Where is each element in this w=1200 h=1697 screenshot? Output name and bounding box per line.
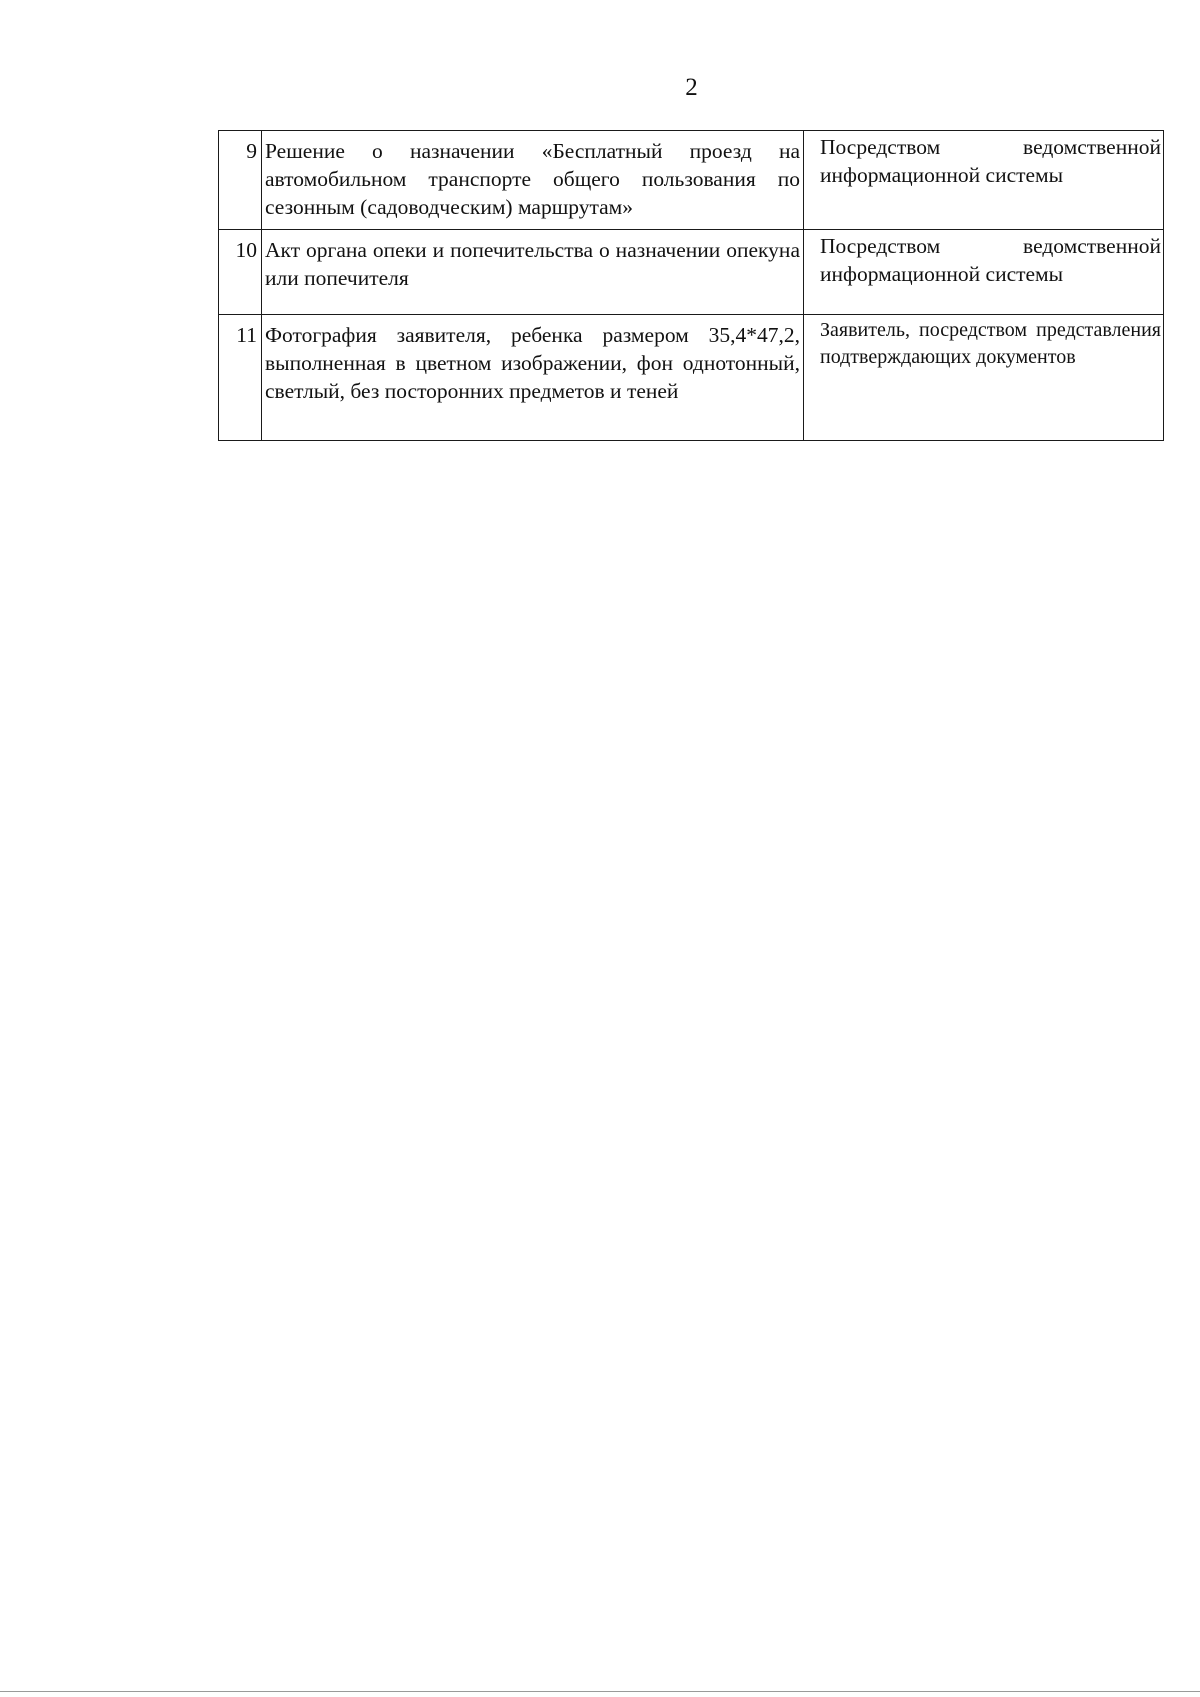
document-description: Решение о назначении «Бесплатный проезд на автомобильном транспорте общего пользования по сезонным (садоводческим) маршрутам» <box>262 131 804 230</box>
page-number: 2 <box>685 74 698 101</box>
documents-table <box>218 130 1164 441</box>
row-number: 11 <box>219 315 262 441</box>
row-number: 9 <box>219 131 262 230</box>
row-number: 10 <box>219 230 262 315</box>
document-source: Заявитель, посредством представления подтверждающих документов <box>804 315 1164 441</box>
document-description: Акт органа опеки и попечительства о назначении опекуна или попечителя <box>262 230 804 315</box>
document-source: Посредством ведомственной информационной системы <box>804 230 1164 315</box>
document-source: Посредством ведомственной информационной системы <box>804 131 1164 230</box>
table-row <box>219 131 1164 230</box>
table-row <box>219 230 1164 315</box>
scan-edge-line <box>0 1691 1200 1692</box>
document-description: Фотография заявителя, ребенка размером 35,4*47,2, выполненная в цветном изображении, фон однотонный, светлый, без посторонних предметов и теней <box>262 315 804 441</box>
table-row <box>219 315 1164 441</box>
